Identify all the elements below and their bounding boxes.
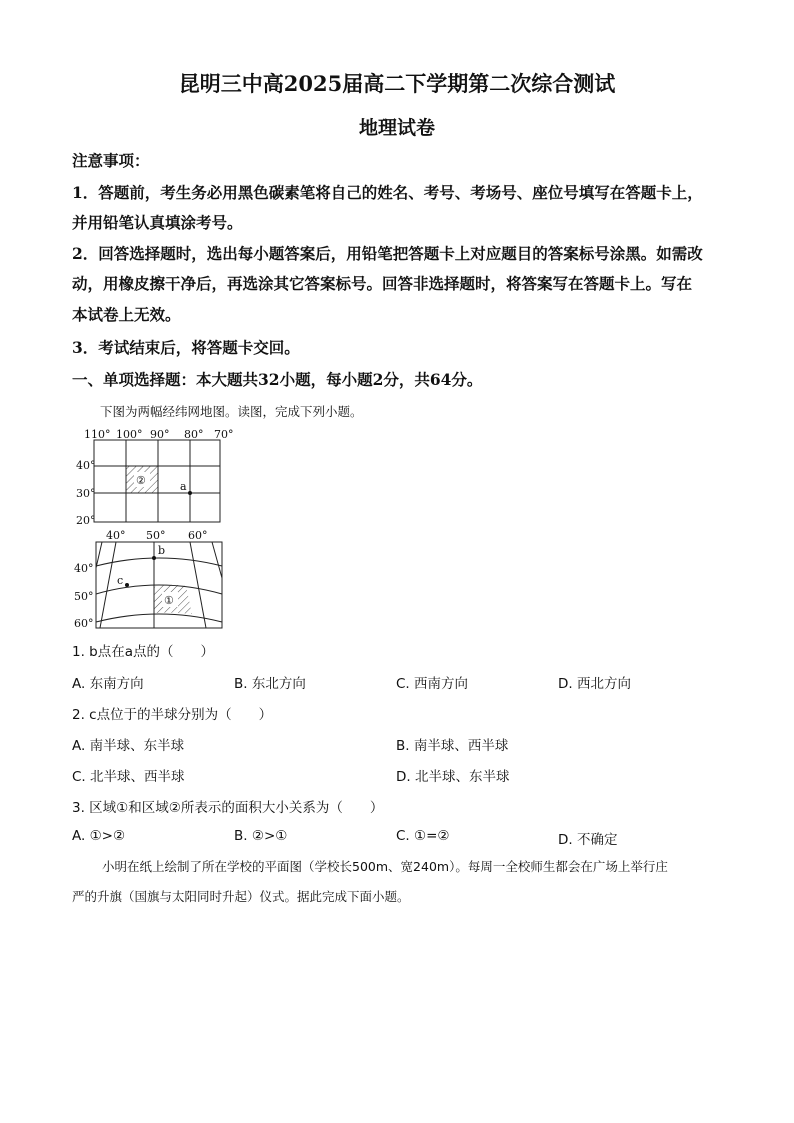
question-3-option-b[interactable]: B. ②>① bbox=[234, 828, 288, 844]
lon-label-110: 110° bbox=[84, 428, 111, 441]
point-b-label: b bbox=[158, 544, 166, 557]
question-2-stem: 2. c点位于的半球分别为（ ） bbox=[72, 707, 273, 723]
lat-label-40: 40° bbox=[74, 562, 94, 575]
notes-item-2-line-3: 本试卷上无效。 bbox=[72, 305, 181, 324]
passage-2-line-2: 严的升旗（国旗与太阳同时升起）仪式。据此完成下面小题。 bbox=[72, 889, 410, 904]
question-2-option-a[interactable]: A. 南半球、东半球 bbox=[72, 738, 185, 754]
lon-label-100: 100° bbox=[116, 428, 143, 441]
question-3-option-d[interactable]: D. 不确定 bbox=[558, 832, 618, 848]
lon-label-80: 80° bbox=[184, 428, 204, 441]
question-2-option-c[interactable]: C. 北半球、西半球 bbox=[72, 769, 185, 785]
question-1-option-a[interactable]: A. 东南方向 bbox=[72, 676, 144, 692]
lon-label-90: 90° bbox=[150, 428, 170, 441]
point-c-marker bbox=[125, 583, 129, 587]
question-1-option-c[interactable]: C. 西南方向 bbox=[396, 676, 469, 692]
point-c-label: c bbox=[117, 574, 124, 587]
section-1-intro: 下图为两幅经纬网地图。读图，完成下列小题。 bbox=[100, 404, 363, 419]
question-1-option-b[interactable]: B. 东北方向 bbox=[234, 676, 306, 692]
lat-label-30: 30° bbox=[76, 487, 96, 500]
question-2-option-d[interactable]: D. 北半球、东半球 bbox=[396, 769, 510, 785]
lon-label-40: 40° bbox=[106, 529, 126, 542]
lat-label-50: 50° bbox=[74, 590, 94, 603]
lat-label-40: 40° bbox=[76, 459, 96, 472]
graticule-map-top bbox=[72, 424, 242, 530]
question-1-stem: 1. b点在a点的（ ） bbox=[72, 644, 215, 660]
notes-item-2-line-1: 2．回答选择题时，选出每小题答案后，用铅笔把答题卡上对应题目的答案标号涂黑。如需改 bbox=[72, 244, 703, 263]
region-2-label: ② bbox=[136, 474, 146, 487]
point-a-marker bbox=[188, 491, 192, 495]
point-b-marker bbox=[152, 556, 156, 560]
section-1-heading: 一、单项选择题：本大题共32小题，每小题2分，共64分。 bbox=[72, 370, 483, 389]
passage-2-line-1: 小明在纸上绘制了所在学校的平面图（学校长500m、宽240m）。每周一全校师生都会在广场上举行庄 bbox=[102, 859, 668, 874]
lon-label-70: 70° bbox=[214, 428, 234, 441]
notes-item-1-line-2: 并用铅笔认真填涂考号。 bbox=[72, 213, 243, 232]
graticule-map-bottom bbox=[72, 528, 242, 632]
region-1-label: ① bbox=[164, 594, 174, 607]
question-3-option-c[interactable]: C. ①=② bbox=[396, 828, 450, 844]
question-1-option-d[interactable]: D. 西北方向 bbox=[558, 676, 631, 692]
notes-heading: 注意事项： bbox=[72, 151, 150, 170]
notes-item-1-line-1: 1．答题前，考生务必用黑色碳素笔将自己的姓名、考号、考场号、座位号填写在答题卡上， bbox=[72, 183, 703, 202]
exam-subject: 地理试卷 bbox=[358, 117, 435, 139]
notes-item-2-line-2: 动，用橡皮擦干净后，再选涂其它答案标号。回答非选择题时，将答案写在答题卡上。写在 bbox=[72, 274, 693, 293]
lon-label-60: 60° bbox=[188, 529, 208, 542]
question-3-stem: 3. 区域①和区域②所表示的面积大小关系为（ ） bbox=[72, 800, 384, 816]
exam-title: 昆明三中高2025届高二下学期第二次综合测试 bbox=[178, 71, 616, 96]
question-2-option-b[interactable]: B. 南半球、西半球 bbox=[396, 738, 509, 754]
lat-label-20: 20° bbox=[76, 514, 96, 527]
point-a-label: a bbox=[180, 480, 187, 493]
lon-label-50: 50° bbox=[146, 529, 166, 542]
lat-label-60: 60° bbox=[74, 617, 94, 630]
passage-2 bbox=[72, 852, 732, 912]
notes-item-3: 3．考试结束后，将答题卡交回。 bbox=[72, 338, 300, 357]
question-3-option-a[interactable]: A. ①>② bbox=[72, 828, 126, 844]
